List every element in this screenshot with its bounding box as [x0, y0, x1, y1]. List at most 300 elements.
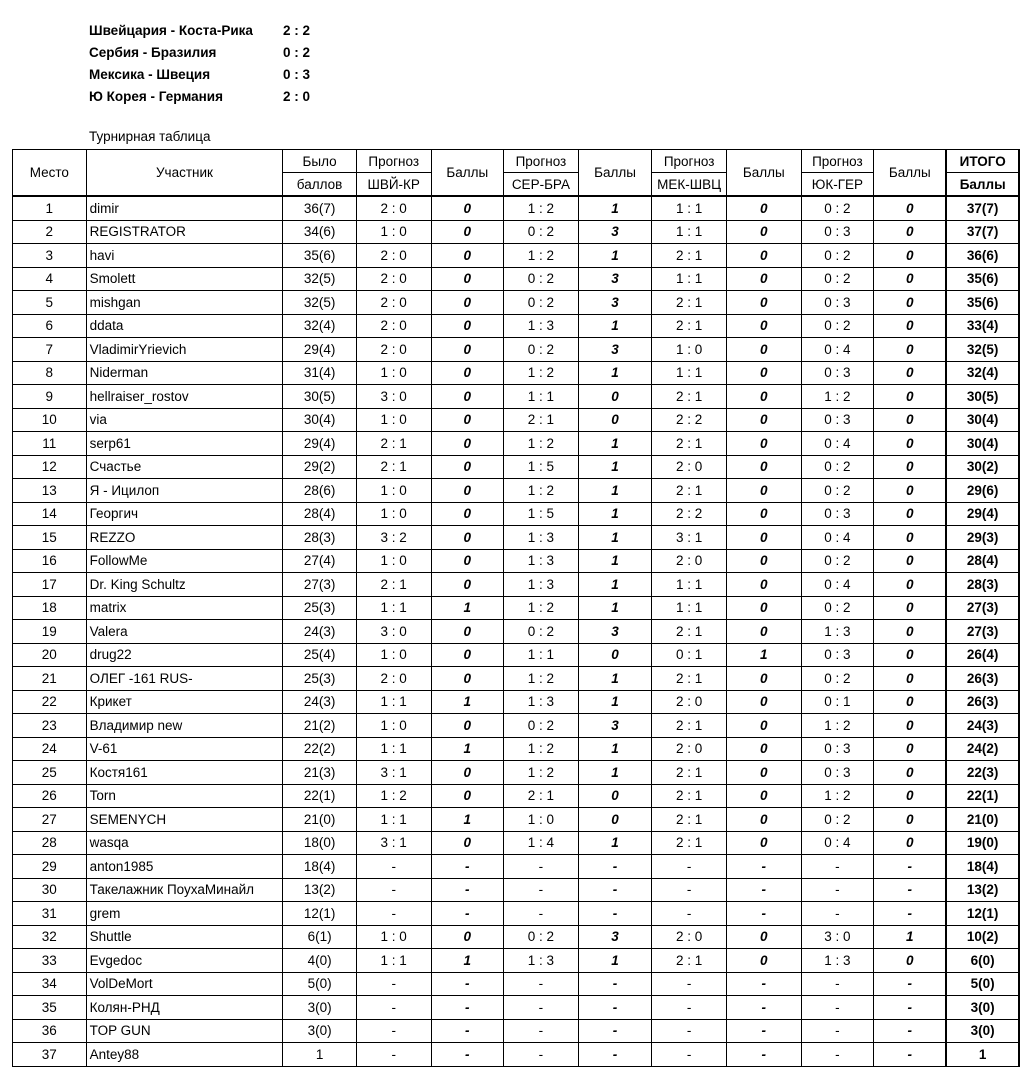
- cell-had-points: 25(4): [283, 643, 357, 667]
- cell-had-points: 29(2): [283, 455, 357, 479]
- cell-had-points: 22(1): [283, 784, 357, 808]
- cell-forecast-1: 2 : 1: [356, 455, 431, 479]
- cell-place: 8: [13, 361, 87, 385]
- cell-points-4: 0: [874, 549, 947, 573]
- cell-total: 30(5): [946, 385, 1019, 409]
- cell-points-4: 0: [874, 737, 947, 761]
- cell-forecast-2: -: [504, 1019, 579, 1043]
- cell-total: 29(4): [946, 502, 1019, 526]
- cell-forecast-3: 2 : 1: [652, 761, 727, 785]
- cell-points-2: -: [578, 902, 652, 926]
- cell-points-3: 0: [726, 220, 801, 244]
- cell-participant: REGISTRATOR: [86, 220, 283, 244]
- cell-forecast-2: 1 : 2: [504, 196, 579, 220]
- cell-had-points: 28(6): [283, 479, 357, 503]
- cell-forecast-2: 1 : 5: [504, 455, 579, 479]
- cell-place: 23: [13, 714, 87, 738]
- cell-place: 32: [13, 925, 87, 949]
- cell-points-1: 1: [431, 737, 504, 761]
- cell-participant: Evgedoc: [86, 949, 283, 973]
- cell-points-3: 0: [726, 573, 801, 597]
- cell-forecast-3: 2 : 0: [652, 549, 727, 573]
- cell-points-1: 0: [431, 620, 504, 644]
- header-row-top: [13, 150, 1020, 173]
- cell-participant: Shuttle: [86, 925, 283, 949]
- cell-points-2: 0: [578, 408, 652, 432]
- table-row: [13, 808, 1020, 832]
- cell-points-3: 0: [726, 526, 801, 550]
- cell-place: 14: [13, 502, 87, 526]
- cell-forecast-2: 0 : 2: [504, 620, 579, 644]
- cell-place: 17: [13, 573, 87, 597]
- table-row: [13, 314, 1020, 338]
- table-row: [13, 432, 1020, 456]
- table-row: [13, 1019, 1020, 1043]
- cell-participant: ОЛЕГ -161 RUS-: [86, 667, 283, 691]
- cell-points-2: -: [578, 1043, 652, 1067]
- cell-total: 29(3): [946, 526, 1019, 550]
- header-points-3: Баллы: [726, 150, 801, 197]
- cell-forecast-1: 1 : 1: [356, 737, 431, 761]
- cell-forecast-3: -: [652, 996, 727, 1020]
- cell-participant: anton1985: [86, 855, 283, 879]
- cell-place: 26: [13, 784, 87, 808]
- cell-forecast-2: -: [504, 996, 579, 1020]
- cell-points-3: -: [726, 878, 801, 902]
- cell-points-4: 0: [874, 220, 947, 244]
- cell-points-1: 0: [431, 196, 504, 220]
- cell-forecast-3: 2 : 1: [652, 479, 727, 503]
- cell-points-4: -: [874, 902, 947, 926]
- cell-points-2: 3: [578, 714, 652, 738]
- cell-forecast-1: -: [356, 1043, 431, 1067]
- cell-participant: Niderman: [86, 361, 283, 385]
- cell-points-4: 0: [874, 479, 947, 503]
- match-score: 0 : 2: [283, 45, 311, 60]
- cell-total: 27(3): [946, 596, 1019, 620]
- cell-forecast-3: 3 : 1: [652, 526, 727, 550]
- header-had-bottom: баллов: [283, 173, 357, 197]
- cell-forecast-3: 2 : 1: [652, 667, 727, 691]
- header-match-1: ШВЙ-КР: [356, 173, 431, 197]
- cell-points-3: 0: [726, 549, 801, 573]
- cell-points-4: 0: [874, 596, 947, 620]
- cell-forecast-2: 1 : 3: [504, 314, 579, 338]
- cell-place: 12: [13, 455, 87, 479]
- cell-points-1: 0: [431, 455, 504, 479]
- cell-forecast-4: 0 : 3: [801, 408, 874, 432]
- cell-forecast-4: -: [801, 972, 874, 996]
- cell-forecast-2: -: [504, 902, 579, 926]
- header-points-4: Баллы: [874, 150, 947, 197]
- cell-forecast-2: 1 : 4: [504, 831, 579, 855]
- cell-points-1: -: [431, 855, 504, 879]
- cell-forecast-1: 3 : 0: [356, 385, 431, 409]
- cell-place: 36: [13, 1019, 87, 1043]
- cell-participant: mishgan: [86, 291, 283, 315]
- cell-points-4: 0: [874, 314, 947, 338]
- cell-total: 3(0): [946, 1019, 1019, 1043]
- cell-points-2: 1: [578, 831, 652, 855]
- match-teams: Ю Корея - Германия: [89, 89, 223, 104]
- cell-forecast-3: 2 : 1: [652, 831, 727, 855]
- cell-forecast-2: -: [504, 855, 579, 879]
- cell-points-2: 1: [578, 196, 652, 220]
- cell-participant: FollowMe: [86, 549, 283, 573]
- table-row: [13, 878, 1020, 902]
- cell-total: 5(0): [946, 972, 1019, 996]
- cell-points-3: 0: [726, 314, 801, 338]
- table-row: [13, 667, 1020, 691]
- header-place: Место: [13, 150, 87, 197]
- cell-forecast-3: 1 : 1: [652, 196, 727, 220]
- cell-total: 36(6): [946, 244, 1019, 268]
- cell-had-points: 29(4): [283, 338, 357, 362]
- cell-forecast-1: 1 : 0: [356, 502, 431, 526]
- cell-points-4: 0: [874, 667, 947, 691]
- cell-participant: ddata: [86, 314, 283, 338]
- cell-points-1: 1: [431, 690, 504, 714]
- cell-participant: Antey88: [86, 1043, 283, 1067]
- cell-had-points: 3(0): [283, 996, 357, 1020]
- cell-points-3: 0: [726, 479, 801, 503]
- cell-points-2: 3: [578, 291, 652, 315]
- table-row: [13, 291, 1020, 315]
- cell-forecast-2: 1 : 0: [504, 808, 579, 832]
- cell-forecast-4: 1 : 3: [801, 620, 874, 644]
- cell-forecast-2: 1 : 2: [504, 361, 579, 385]
- cell-forecast-2: 1 : 1: [504, 643, 579, 667]
- cell-forecast-1: 2 : 0: [356, 314, 431, 338]
- cell-had-points: 1: [283, 1043, 357, 1067]
- cell-points-4: 0: [874, 267, 947, 291]
- cell-points-3: 0: [726, 737, 801, 761]
- table-row: [13, 385, 1020, 409]
- match-results: [89, 20, 310, 108]
- header-points-2: Баллы: [578, 150, 652, 197]
- cell-points-1: 0: [431, 831, 504, 855]
- cell-points-3: -: [726, 972, 801, 996]
- cell-forecast-4: 0 : 3: [801, 643, 874, 667]
- cell-points-1: 0: [431, 573, 504, 597]
- cell-total: 3(0): [946, 996, 1019, 1020]
- cell-forecast-3: 2 : 1: [652, 784, 727, 808]
- cell-points-1: 0: [431, 291, 504, 315]
- cell-points-3: -: [726, 996, 801, 1020]
- table-row: [13, 855, 1020, 879]
- cell-had-points: 28(3): [283, 526, 357, 550]
- cell-total: 32(4): [946, 361, 1019, 385]
- cell-points-3: 0: [726, 502, 801, 526]
- cell-place: 6: [13, 314, 87, 338]
- cell-place: 9: [13, 385, 87, 409]
- cell-forecast-4: 0 : 3: [801, 761, 874, 785]
- cell-forecast-2: 1 : 2: [504, 596, 579, 620]
- cell-forecast-3: -: [652, 855, 727, 879]
- table-row: [13, 831, 1020, 855]
- cell-forecast-2: 1 : 2: [504, 432, 579, 456]
- cell-had-points: 6(1): [283, 925, 357, 949]
- cell-points-3: -: [726, 1043, 801, 1067]
- cell-forecast-2: 0 : 2: [504, 925, 579, 949]
- cell-forecast-1: 3 : 2: [356, 526, 431, 550]
- cell-points-1: 0: [431, 479, 504, 503]
- cell-had-points: 24(3): [283, 690, 357, 714]
- cell-points-4: -: [874, 996, 947, 1020]
- cell-forecast-1: 2 : 1: [356, 573, 431, 597]
- cell-forecast-4: 0 : 4: [801, 573, 874, 597]
- cell-forecast-3: 2 : 1: [652, 244, 727, 268]
- cell-points-4: 0: [874, 244, 947, 268]
- table-row: [13, 620, 1020, 644]
- table-row: [13, 1043, 1020, 1067]
- cell-forecast-2: 0 : 2: [504, 267, 579, 291]
- cell-total: 26(3): [946, 690, 1019, 714]
- cell-place: 21: [13, 667, 87, 691]
- table-row: [13, 526, 1020, 550]
- cell-total: 30(2): [946, 455, 1019, 479]
- cell-participant: Крикет: [86, 690, 283, 714]
- cell-place: 3: [13, 244, 87, 268]
- cell-forecast-3: 0 : 1: [652, 643, 727, 667]
- cell-forecast-2: 2 : 1: [504, 408, 579, 432]
- cell-total: 37(7): [946, 220, 1019, 244]
- cell-forecast-2: 1 : 3: [504, 690, 579, 714]
- cell-points-1: 0: [431, 784, 504, 808]
- cell-had-points: 34(6): [283, 220, 357, 244]
- cell-place: 1: [13, 196, 87, 220]
- match-result: [89, 42, 310, 64]
- cell-had-points: 35(6): [283, 244, 357, 268]
- cell-forecast-4: 0 : 2: [801, 314, 874, 338]
- cell-forecast-2: 1 : 2: [504, 667, 579, 691]
- cell-forecast-4: 1 : 2: [801, 385, 874, 409]
- cell-participant: drug22: [86, 643, 283, 667]
- cell-total: 29(6): [946, 479, 1019, 503]
- cell-total: 12(1): [946, 902, 1019, 926]
- cell-total: 37(7): [946, 196, 1019, 220]
- cell-points-2: 1: [578, 690, 652, 714]
- cell-points-3: 0: [726, 667, 801, 691]
- cell-participant: Колян-РНД: [86, 996, 283, 1020]
- cell-total: 32(5): [946, 338, 1019, 362]
- cell-forecast-4: 0 : 3: [801, 291, 874, 315]
- cell-total: 27(3): [946, 620, 1019, 644]
- cell-place: 27: [13, 808, 87, 832]
- cell-forecast-1: 1 : 0: [356, 220, 431, 244]
- cell-points-1: 0: [431, 549, 504, 573]
- cell-forecast-3: 2 : 1: [652, 808, 727, 832]
- cell-forecast-3: 1 : 1: [652, 267, 727, 291]
- table-row: [13, 573, 1020, 597]
- cell-forecast-1: 1 : 1: [356, 690, 431, 714]
- cell-forecast-1: 1 : 0: [356, 549, 431, 573]
- cell-place: 24: [13, 737, 87, 761]
- cell-points-1: 0: [431, 761, 504, 785]
- cell-forecast-4: -: [801, 996, 874, 1020]
- cell-forecast-1: 2 : 0: [356, 244, 431, 268]
- cell-forecast-2: 0 : 2: [504, 291, 579, 315]
- cell-place: 11: [13, 432, 87, 456]
- cell-place: 4: [13, 267, 87, 291]
- header-match-4: ЮК-ГЕР: [801, 173, 874, 197]
- cell-forecast-3: 1 : 1: [652, 361, 727, 385]
- cell-total: 26(4): [946, 643, 1019, 667]
- cell-forecast-2: 1 : 5: [504, 502, 579, 526]
- match-teams: Мексика - Швеция: [89, 67, 211, 82]
- cell-forecast-2: 1 : 3: [504, 549, 579, 573]
- cell-participant: via: [86, 408, 283, 432]
- cell-points-4: 0: [874, 196, 947, 220]
- cell-points-4: 0: [874, 385, 947, 409]
- cell-points-2: 1: [578, 737, 652, 761]
- cell-points-2: -: [578, 1019, 652, 1043]
- cell-forecast-1: 1 : 0: [356, 479, 431, 503]
- cell-forecast-1: 1 : 0: [356, 925, 431, 949]
- cell-forecast-3: 1 : 1: [652, 573, 727, 597]
- cell-forecast-3: 1 : 0: [652, 338, 727, 362]
- cell-forecast-4: 0 : 2: [801, 808, 874, 832]
- match-score: 2 : 2: [283, 23, 311, 38]
- cell-points-2: 1: [578, 573, 652, 597]
- cell-points-2: 0: [578, 385, 652, 409]
- cell-had-points: 24(3): [283, 620, 357, 644]
- cell-points-3: 0: [726, 338, 801, 362]
- cell-points-1: 1: [431, 949, 504, 973]
- match-score: 0 : 3: [283, 67, 311, 82]
- table-row: [13, 361, 1020, 385]
- cell-forecast-3: -: [652, 1019, 727, 1043]
- cell-participant: Dr. King Schultz: [86, 573, 283, 597]
- cell-points-2: 1: [578, 949, 652, 973]
- cell-points-4: 0: [874, 784, 947, 808]
- table-row: [13, 761, 1020, 785]
- cell-participant: Счастье: [86, 455, 283, 479]
- cell-points-4: 0: [874, 714, 947, 738]
- cell-points-3: 0: [726, 385, 801, 409]
- cell-forecast-1: 2 : 0: [356, 667, 431, 691]
- cell-forecast-4: 0 : 2: [801, 667, 874, 691]
- table-row: [13, 643, 1020, 667]
- cell-points-2: 1: [578, 244, 652, 268]
- cell-participant: Я - Ицилоп: [86, 479, 283, 503]
- cell-forecast-3: 1 : 1: [652, 220, 727, 244]
- cell-participant: TOP GUN: [86, 1019, 283, 1043]
- cell-forecast-1: 2 : 0: [356, 338, 431, 362]
- table-row: [13, 220, 1020, 244]
- table-row: [13, 596, 1020, 620]
- table-row: [13, 244, 1020, 268]
- cell-place: 25: [13, 761, 87, 785]
- cell-forecast-4: 0 : 2: [801, 267, 874, 291]
- cell-forecast-2: 0 : 2: [504, 714, 579, 738]
- cell-forecast-3: 2 : 0: [652, 690, 727, 714]
- table-row: [13, 196, 1020, 220]
- cell-points-4: 0: [874, 831, 947, 855]
- cell-points-1: -: [431, 902, 504, 926]
- cell-forecast-3: 2 : 2: [652, 502, 727, 526]
- cell-forecast-1: 1 : 0: [356, 408, 431, 432]
- cell-points-1: 0: [431, 338, 504, 362]
- match-result: [89, 20, 310, 42]
- cell-forecast-3: 2 : 1: [652, 949, 727, 973]
- cell-place: 18: [13, 596, 87, 620]
- table-row: [13, 949, 1020, 973]
- cell-points-2: 1: [578, 761, 652, 785]
- cell-forecast-1: 1 : 1: [356, 596, 431, 620]
- cell-participant: serp61: [86, 432, 283, 456]
- cell-points-4: 0: [874, 761, 947, 785]
- cell-points-4: 0: [874, 573, 947, 597]
- cell-points-3: 0: [726, 714, 801, 738]
- cell-points-4: 0: [874, 432, 947, 456]
- cell-points-1: 1: [431, 596, 504, 620]
- cell-points-3: 0: [726, 267, 801, 291]
- cell-forecast-3: 2 : 1: [652, 385, 727, 409]
- table-row: [13, 902, 1020, 926]
- cell-forecast-4: 0 : 3: [801, 361, 874, 385]
- cell-points-4: -: [874, 1019, 947, 1043]
- cell-points-4: 0: [874, 690, 947, 714]
- cell-forecast-2: 1 : 3: [504, 949, 579, 973]
- cell-place: 19: [13, 620, 87, 644]
- cell-total: 19(0): [946, 831, 1019, 855]
- cell-points-2: 3: [578, 620, 652, 644]
- cell-forecast-4: 0 : 2: [801, 549, 874, 573]
- cell-had-points: 13(2): [283, 878, 357, 902]
- table-row: [13, 972, 1020, 996]
- cell-forecast-3: 2 : 2: [652, 408, 727, 432]
- cell-forecast-1: -: [356, 972, 431, 996]
- cell-points-2: 1: [578, 479, 652, 503]
- cell-points-3: 0: [726, 925, 801, 949]
- header-forecast-2: Прогноз: [504, 150, 579, 173]
- cell-forecast-3: 2 : 0: [652, 737, 727, 761]
- cell-points-3: 0: [726, 949, 801, 973]
- cell-participant: Smolett: [86, 267, 283, 291]
- cell-forecast-4: 0 : 4: [801, 432, 874, 456]
- cell-participant: Valera: [86, 620, 283, 644]
- header-forecast-3: Прогноз: [652, 150, 727, 173]
- cell-place: 31: [13, 902, 87, 926]
- cell-points-3: 0: [726, 432, 801, 456]
- cell-points-2: 3: [578, 220, 652, 244]
- cell-points-3: -: [726, 902, 801, 926]
- cell-points-3: -: [726, 1019, 801, 1043]
- cell-points-2: 1: [578, 596, 652, 620]
- cell-forecast-2: -: [504, 878, 579, 902]
- cell-participant: grem: [86, 902, 283, 926]
- table-row: [13, 549, 1020, 573]
- cell-points-3: 0: [726, 761, 801, 785]
- cell-total: 33(4): [946, 314, 1019, 338]
- cell-had-points: 32(4): [283, 314, 357, 338]
- cell-points-2: -: [578, 972, 652, 996]
- cell-forecast-2: 1 : 2: [504, 761, 579, 785]
- cell-place: 29: [13, 855, 87, 879]
- cell-place: 5: [13, 291, 87, 315]
- cell-points-1: -: [431, 1019, 504, 1043]
- cell-had-points: 21(0): [283, 808, 357, 832]
- cell-participant: SEMENYCH: [86, 808, 283, 832]
- cell-points-3: 0: [726, 196, 801, 220]
- header-total-top: ИТОГО: [946, 150, 1019, 173]
- cell-points-2: 1: [578, 667, 652, 691]
- cell-forecast-4: 0 : 4: [801, 338, 874, 362]
- cell-total: 30(4): [946, 432, 1019, 456]
- cell-forecast-3: 2 : 0: [652, 455, 727, 479]
- cell-points-3: 0: [726, 291, 801, 315]
